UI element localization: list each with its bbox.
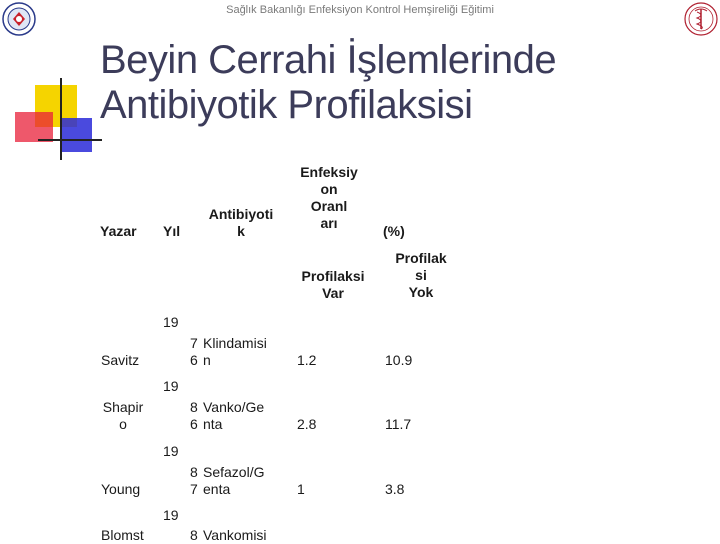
row-2-yazar: Shapir o bbox=[102, 399, 144, 432]
row-2-year-top: 19 bbox=[163, 378, 179, 394]
row-2-var: 2.8 bbox=[297, 416, 317, 432]
title-line-2: Antibiyotik Profilaksisi bbox=[100, 83, 473, 127]
row-1-yok: 10.9 bbox=[385, 352, 413, 368]
row-3-yazar: Young bbox=[101, 481, 141, 497]
row-2-antibiyotik: Vanko/Ge nta bbox=[203, 399, 265, 432]
title-line-1: Beyin Cerrahi İşlemlerinde bbox=[100, 38, 557, 82]
row-3-year-bottom: 8 7 bbox=[190, 464, 198, 497]
row-2-yok: 11.7 bbox=[385, 416, 412, 432]
header-antibiyotik: Antibiyoti k bbox=[208, 206, 274, 239]
row-3-year-top: 19 bbox=[163, 443, 179, 459]
row-1-var: 1.2 bbox=[297, 352, 317, 368]
row-1-year-bottom: 7 6 bbox=[190, 335, 198, 368]
ministry-seal-icon bbox=[2, 2, 36, 36]
caduceus-seal-icon bbox=[684, 2, 718, 36]
header-profilaksi-var: Profilaksi Var bbox=[301, 268, 365, 301]
header-yil: Yıl bbox=[163, 223, 181, 239]
red-square-decoration bbox=[15, 112, 53, 142]
row-3-var: 1 bbox=[297, 481, 305, 497]
row-4-year-bottom: 8 bbox=[190, 527, 198, 543]
header-text: Sağlık Bakanlığı Enfeksiyon Kontrol Hemşireliği Eğitimi bbox=[226, 4, 494, 16]
row-4-antibiyotik: Vankomisi bbox=[203, 527, 267, 543]
row-1-antibiyotik: Klindamisi n bbox=[203, 335, 267, 368]
vertical-line-decoration bbox=[60, 78, 62, 160]
horizontal-line-decoration bbox=[38, 139, 102, 141]
row-3-antibiyotik: Sefazol/G enta bbox=[203, 464, 265, 497]
slide-title bbox=[100, 38, 556, 128]
row-4-year-top: 19 bbox=[163, 507, 179, 523]
header-percent: (%) bbox=[383, 223, 405, 239]
header-profilaksi-yok: Profilak si Yok bbox=[395, 250, 447, 300]
row-1-yazar: Savitz bbox=[101, 352, 140, 368]
header-enfeksiyon-orani: Enfeksiy on Oranl arı bbox=[300, 164, 358, 231]
row-3-yok: 3.8 bbox=[385, 481, 405, 497]
header-yazar: Yazar bbox=[100, 223, 137, 239]
blue-square-decoration bbox=[60, 118, 92, 152]
row-1-year-top: 19 bbox=[163, 314, 179, 330]
row-4-yazar: Blomst bbox=[101, 527, 144, 543]
row-2-year-bottom: 8 6 bbox=[190, 399, 198, 432]
